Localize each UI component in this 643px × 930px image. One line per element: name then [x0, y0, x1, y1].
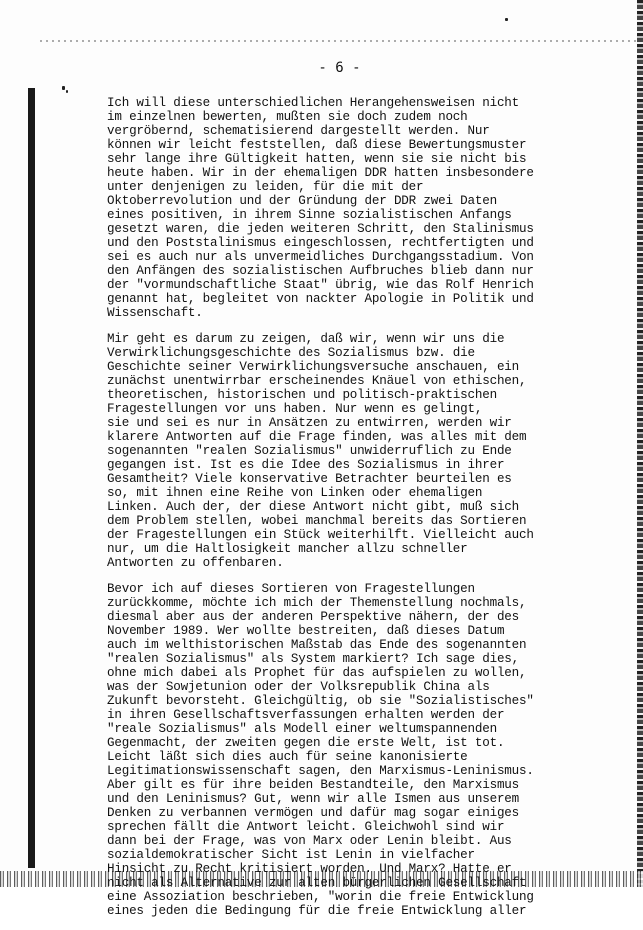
text-line: Linken. Auch der, der diese Antwort nicht gibt, muß sich — [107, 500, 520, 514]
text-line: diesmal aber aus der anderen Perspektive nähern, der des — [107, 610, 520, 624]
scan-top-edge — [40, 40, 640, 42]
text-line: unter denjenigen zu leiden, für die mit der — [107, 180, 424, 194]
text-line: Denken zu verbannen vermögen und dafür mag sogar einiges — [107, 806, 520, 820]
text-line: nicht als Alternative zur alten bürgerlichen Gesellschaft — [107, 876, 527, 890]
text-line: Legitimationswissenschaft sagen, den Marxismus-Leninismus. — [107, 764, 534, 778]
page-number: - 6 - — [318, 60, 361, 76]
text-line: Wissenschaft. — [107, 306, 203, 320]
paragraph — [107, 582, 632, 918]
text-line: "realen Sozialismus" als System markiert? Ich sage dies, — [107, 652, 520, 666]
text-line: der "vormundschaftliche Staat" übrig, wie das Rolf Henrich — [107, 278, 534, 292]
scan-speck — [62, 86, 65, 90]
text-line: sei es auch nur als unvermeidliches Durchgangsstadium. Von — [107, 250, 534, 264]
text-line: und den Poststalinismus eingeschlossen, rechtfertigten und — [107, 236, 534, 250]
text-line: zurückkomme, möchte ich mich der Themenstellung nochmals, — [107, 596, 527, 610]
text-line: und den Leninismus? Gut, wenn wir alle Ismen aus unserem — [107, 792, 520, 806]
text-line: im einzelnen bewerten, mußten sie doch zudem noch — [107, 110, 468, 124]
text-line: nur, um die Haltlosigkeit mancher allzu schneller — [107, 542, 468, 556]
text-line: klarere Antworten auf die Frage finden, was alles mit dem — [107, 430, 527, 444]
scan-speck — [66, 90, 68, 93]
text-line: Gegenmacht, der zweiten gegen die erste Welt, ist tot. — [107, 736, 505, 750]
text-line: der Fragestellungen ein Stück weiterhilft. Vielleicht auch — [107, 528, 534, 542]
text-line: Bevor ich auf dieses Sortieren von Fragestellungen — [107, 582, 475, 596]
text-line: was der Sowjetunion oder der Volksrepublik China als — [107, 680, 490, 694]
text-line: "reale Sozialismus" als Modell einer weltumspannenden — [107, 722, 497, 736]
text-line: Oktoberrevolution und der Gründung der DDR zwei Daten — [107, 194, 497, 208]
text-line: Geschichte seiner Verwirklichungsversuche anschauen, ein — [107, 360, 520, 374]
text-line: heute haben. Wir in der ehemaligen DDR hatten insbesondere — [107, 166, 534, 180]
text-line: eine Assoziation beschrieben, "worin die freie Entwicklung — [107, 890, 534, 904]
text-line: gesetzt waren, die jeden weiteren Schritt, den Stalinismus — [107, 222, 534, 236]
text-line: Gesamtheit? Viele konservative Betrachter beurteilen es — [107, 472, 512, 486]
text-line: Ich will diese unterschiedlichen Herangehensweisen nicht — [107, 96, 520, 110]
text-line: in ihren Gesellschaftsverfassungen erhalten werden der — [107, 708, 505, 722]
text-line: Verwirklichungsgeschichte des Sozialismus bzw. die — [107, 346, 475, 360]
text-line: sehr lange ihre Gültigkeit hatten, wenn sie sie nicht bis — [107, 152, 527, 166]
text-line: genannt hat, begleitet von nackter Apologie in Politik und — [107, 292, 534, 306]
text-line: so, mit ihnen eine Reihe von Linken oder ehemaligen — [107, 486, 483, 500]
text-line: eines positiven, in ihrem Sinne sozialistischen Anfangs — [107, 208, 512, 222]
body-text — [107, 96, 632, 930]
scan-right-edge — [637, 0, 643, 887]
paragraph — [107, 332, 632, 570]
text-line: zunächst unentwirrbar erscheinendes Knäuel von ethischen, — [107, 374, 527, 388]
text-line: dann bei der Frage, was von Marx oder Lenin bleibt. Aus — [107, 834, 512, 848]
text-line: Fragestellungen vor uns haben. Nur wenn es gelingt, — [107, 402, 483, 416]
text-line: Hinsicht zu Recht kritisiert worden. Und Marx? Hatte er — [107, 862, 512, 876]
text-line: dem Problem stellen, wobei manchmal bereits das Sortieren — [107, 514, 527, 528]
text-line: sprechen fällt die Antwort leicht. Gleichwohl sind wir — [107, 820, 505, 834]
text-line: November 1989. Wer wollte bestreiten, daß dieses Datum — [107, 624, 505, 638]
text-line: den Anfängen des sozialistischen Aufbruches blieb dann nur — [107, 264, 534, 278]
text-line: können wir leicht feststellen, daß diese Bewertungsmuster — [107, 138, 527, 152]
text-line: sie und sei es nur in Ansätzen zu entwirren, werden wir — [107, 416, 512, 430]
scan-speck — [505, 18, 508, 21]
text-line: Zukunft bevorsteht. Gleichgültig, ob sie "Sozialistisches" — [107, 694, 534, 708]
text-line: Aber gilt es für ihre beiden Bestandteile, den Marxismus — [107, 778, 520, 792]
text-line: eines jeden die Bedingung für die freie Entwicklung aller — [107, 904, 527, 918]
text-line: Leicht läßt sich dies auch für seine kanonisierte — [107, 750, 468, 764]
text-line: sogenannten "realen Sozialismus" unwiderruflich zu Ende — [107, 444, 512, 458]
text-line: Antworten zu offenbaren. — [107, 556, 284, 570]
text-line: gegangen ist. Ist es die Idee des Sozialismus in ihrer — [107, 458, 505, 472]
text-line: sozialdemokratischer Sicht ist Lenin in vielfacher — [107, 848, 475, 862]
paragraph — [107, 96, 632, 320]
text-line: auch im welthistorischen Maßstab das Ende des sogenannten — [107, 638, 527, 652]
text-line: vergröbernd, schematisierend dargestellt werden. Nur — [107, 124, 490, 138]
text-line: theoretischen, historischen und politisch-praktischen — [107, 388, 497, 402]
text-line: ohne mich dabei als Prophet für das aufspielen zu wollen, — [107, 666, 527, 680]
text-line: Mir geht es darum zu zeigen, daß wir, wenn wir uns die — [107, 332, 505, 346]
scan-left-edge — [28, 88, 35, 868]
